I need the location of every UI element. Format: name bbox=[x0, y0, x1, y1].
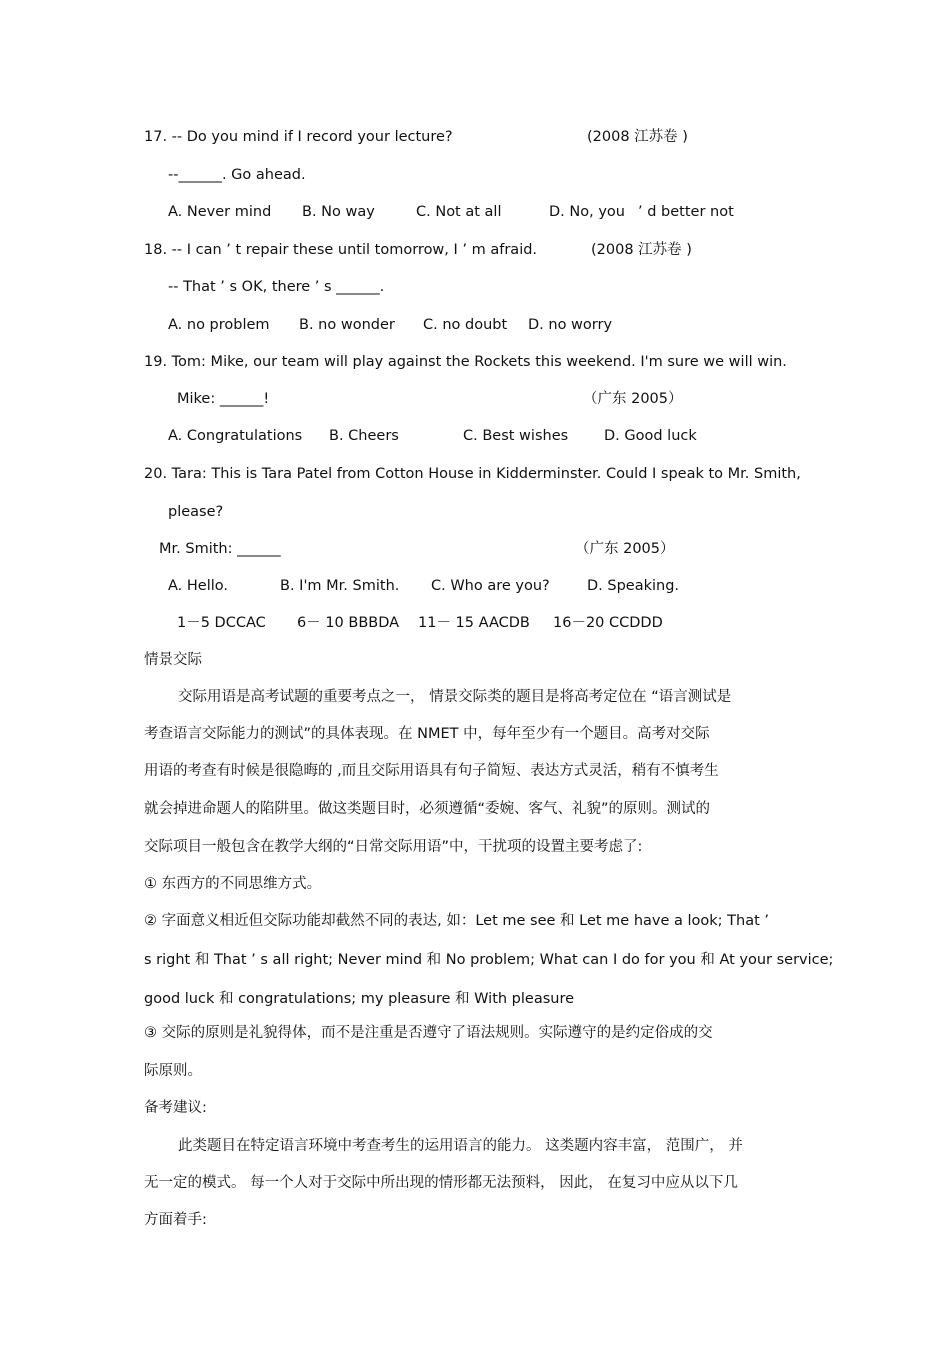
q17-option-d-cont: ’ d better not bbox=[638, 204, 734, 220]
q19-option-b: B. Cheers bbox=[329, 428, 399, 444]
q20-option-c: C. Who are you? bbox=[431, 578, 550, 594]
answer-group-3: 11－ 15 AACDB bbox=[418, 615, 530, 631]
q20-option-d: D. Speaking. bbox=[587, 578, 680, 594]
q18-option-b: B. no wonder bbox=[299, 317, 395, 333]
q17-option-b: B. No way bbox=[302, 204, 375, 220]
paragraph-line: 无一定的模式。 每一个人对于交际中所出现的情形都无法预料， 因此， 在复习中应从以下几 bbox=[144, 1175, 738, 1191]
answer-group-2: 6－ 10 BBBDA bbox=[297, 615, 400, 631]
q17-option-c: C. Not at all bbox=[416, 204, 502, 220]
paragraph-line: 方面着手: bbox=[144, 1212, 207, 1228]
q18-source: (2008 江苏卷 ) bbox=[591, 242, 692, 258]
point-line: ③ 交际的原则是礼貌得体，而不是注重是否遵守了语法规则。实际遵守的是约定俗成的交 bbox=[144, 1025, 713, 1041]
q20-reply: Mr. Smith: ______ bbox=[159, 541, 281, 557]
q17-option-a: A. Never mind bbox=[168, 204, 272, 220]
paragraph-line: 就会掉进命题人的陷阱里。做这类题目时，必须遵循“委婉、客气、礼貌”的原则。测试的 bbox=[144, 801, 711, 817]
q19-option-a: A. Congratulations bbox=[168, 428, 303, 444]
point-line: ② 字面意义相近但交际功能却截然不同的表达, 如：Let me see 和 Let me have a look; That ’ bbox=[144, 913, 770, 929]
q19-option-d: D. Good luck bbox=[604, 428, 697, 444]
point-line: good luck 和 congratulations; my pleasure 和 With pleasure bbox=[144, 991, 575, 1007]
q18-stem: 18. -- I can ’ t repair these until tomorrow, I ’ m afraid. bbox=[144, 242, 538, 258]
q20-option-b: B. I'm Mr. Smith. bbox=[280, 578, 400, 594]
paragraph-line: 交际项目一般包含在教学大纲的“日常交际用语”中，干扰项的设置主要考虑了: bbox=[144, 839, 643, 855]
paragraph-line: 此类题目在特定语言环境中考查考生的运用语言的能力。 这类题内容丰富， 范围广， 并 bbox=[178, 1138, 743, 1154]
q18-reply: -- That ’ s OK, there ’ s ______. bbox=[168, 279, 385, 295]
point-line: 际原则。 bbox=[144, 1063, 202, 1079]
q18-option-c: C. no doubt bbox=[423, 317, 508, 333]
paragraph-line: 用语的考查有时候是很隐晦的 ,而且交际用语具有句子简短、表达方式灵活，稍有不慎考生 bbox=[144, 763, 719, 779]
q18-option-d: D. no worry bbox=[528, 317, 613, 333]
q19-reply: Mike: ______! bbox=[177, 391, 270, 407]
answer-group-1: 1－5 DCCAC bbox=[177, 615, 266, 631]
q17-reply: --______. Go ahead. bbox=[168, 167, 306, 183]
q19-option-c: C. Best wishes bbox=[463, 428, 569, 444]
q20-source: （广东 2005） bbox=[575, 541, 675, 557]
q17-stem: 17. -- Do you mind if I record your lecture? bbox=[144, 129, 453, 145]
q19-stem: 19. Tom: Mike, our team will play against the Rockets this weekend. I'm sure we will win. bbox=[144, 354, 787, 370]
point-line: ① 东西方的不同思维方式。 bbox=[144, 876, 322, 892]
q20-option-a: A. Hello. bbox=[168, 578, 228, 594]
section-heading-situational: 情景交际 bbox=[144, 652, 202, 668]
point-line: s right 和 That ’ s all right; Never mind 和 No problem; What can I do for you 和 At your service; bbox=[144, 952, 834, 968]
paragraph-line: 交际用语是高考试题的重要考点之一， 情景交际类的题目是将高考定位在 “语言测试是 bbox=[178, 689, 732, 705]
q19-source: （广东 2005） bbox=[583, 391, 683, 407]
answer-group-4: 16－20 CCDDD bbox=[553, 615, 663, 631]
paragraph-line: 考查语言交际能力的测试”的具体表现。在 NMET 中，每年至少有一个题目。高考对交际 bbox=[144, 726, 710, 742]
q17-source: (2008 江苏卷 ) bbox=[587, 129, 688, 145]
q17-option-d: D. No, you bbox=[549, 204, 625, 220]
q20-stem-cont: please? bbox=[168, 504, 224, 520]
q18-option-a: A. no problem bbox=[168, 317, 270, 333]
q20-stem: 20. Tara: This is Tara Patel from Cotton House in Kidderminster. Could I speak to Mr. Smith, bbox=[144, 466, 801, 482]
section-heading-prep-advice: 备考建议: bbox=[144, 1100, 207, 1116]
